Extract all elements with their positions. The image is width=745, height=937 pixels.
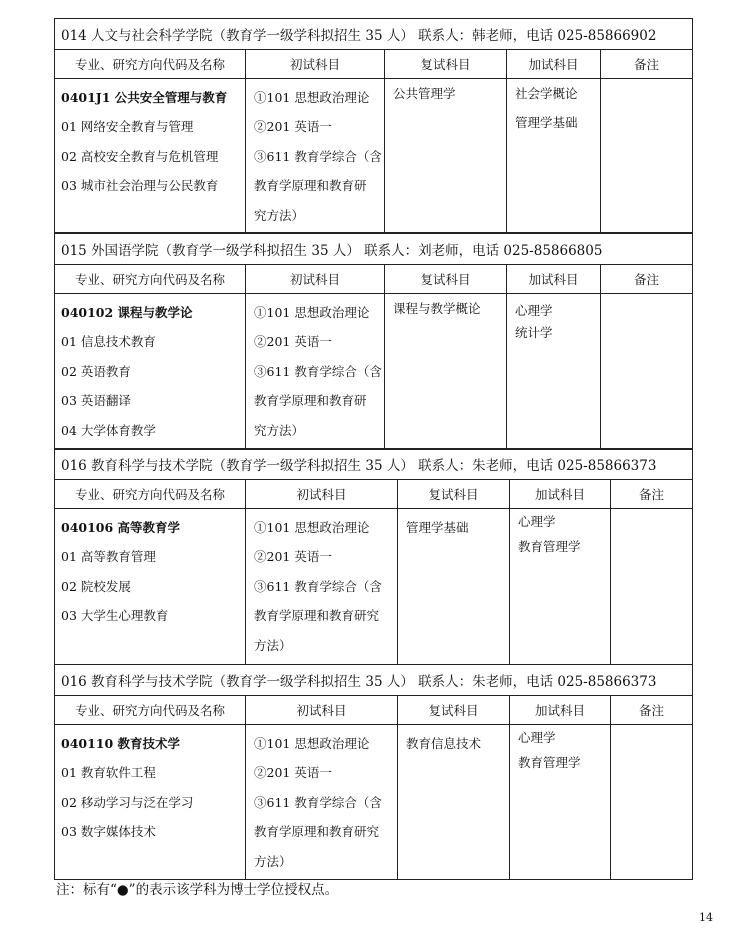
exam-item: ①101 思想政治理论 xyxy=(254,90,370,105)
exam-item: 方法） xyxy=(254,637,292,653)
direction: 01 高等教育管理 xyxy=(61,549,156,565)
extra-item: 社会学概论 xyxy=(515,86,578,101)
major-cell xyxy=(55,79,246,233)
initial-exam-cell xyxy=(246,79,385,233)
header-extra-exam: 加试科目 xyxy=(507,50,601,79)
retest-cell xyxy=(385,79,507,233)
header-major: 专业、研究方向代码及名称 xyxy=(55,480,246,509)
exam-item: ③611 教育学综合（含 xyxy=(254,794,382,810)
header-major: 专业、研究方向代码及名称 xyxy=(55,696,246,725)
extra-item: 心理学 xyxy=(515,303,553,318)
page-number: 14 xyxy=(699,911,713,924)
exam-item: ②201 英语一 xyxy=(254,549,332,565)
header-retest: 复试科目 xyxy=(385,50,507,79)
section-table-015 xyxy=(54,233,693,450)
direction: 03 城市社会治理与公民教育 xyxy=(61,178,219,194)
exam-item: 教育学原理和教育研 xyxy=(254,393,367,409)
extra-item: 心理学 xyxy=(518,730,556,745)
section-title: 016 教育科学与技术学院（教育学一级学科拟招生 35 人） 联系人：朱老师，电话 025-85866373 xyxy=(55,449,693,480)
footnote: 注：标有“●”的表示该学科为博士学位授权点。 xyxy=(56,882,339,898)
exam-item: 教育学原理和教育研 xyxy=(254,178,367,194)
direction: 04 大学体育教学 xyxy=(61,422,156,438)
remark-cell xyxy=(601,79,693,233)
major-name: 0401J1 公共安全管理与教育 xyxy=(61,90,228,105)
exam-item: ①101 思想政治理论 xyxy=(254,305,370,320)
exam-item: ②201 英语一 xyxy=(254,119,332,135)
header-initial-exam: 初试科目 xyxy=(246,50,385,79)
direction: 01 教育软件工程 xyxy=(61,765,156,781)
header-extra-exam: 加试科目 xyxy=(507,265,601,294)
initial-exam-cell xyxy=(246,725,398,880)
major-cell xyxy=(55,294,246,450)
exam-item: 究方法） xyxy=(254,207,305,223)
extra-exam-cell xyxy=(507,79,601,233)
major-cell xyxy=(55,725,246,880)
header-extra-exam: 加试科目 xyxy=(510,480,611,509)
direction: 03 数字媒体技术 xyxy=(61,824,156,840)
remark-cell xyxy=(611,725,693,880)
major-cell xyxy=(55,509,246,665)
retest-item: 公共管理学 xyxy=(393,86,456,101)
header-initial-exam: 初试科目 xyxy=(246,265,385,294)
exam-item: 方法） xyxy=(254,853,292,869)
extra-item: 统计学 xyxy=(515,325,553,340)
section-table-016-b xyxy=(54,664,693,880)
section-title: 014 人文与社会科学学院（教育学一级学科拟招生 35 人） 联系人：韩老师，电话 025-85866902 xyxy=(55,19,693,50)
header-remark: 备注 xyxy=(601,50,693,79)
exam-item: 教育学原理和教育研究 xyxy=(254,824,380,840)
header-initial-exam: 初试科目 xyxy=(246,480,398,509)
direction: 02 英语教育 xyxy=(61,363,131,379)
direction: 03 英语翻译 xyxy=(61,393,131,409)
direction: 01 网络安全教育与管理 xyxy=(61,119,194,135)
retest-cell xyxy=(385,294,507,450)
header-retest: 复试科目 xyxy=(398,480,510,509)
direction: 02 高校安全教育与危机管理 xyxy=(61,148,219,164)
retest-item: 课程与教学概论 xyxy=(393,301,481,316)
exam-item: ③611 教育学综合（含 xyxy=(254,148,382,164)
header-remark: 备注 xyxy=(611,480,693,509)
initial-exam-cell xyxy=(246,294,385,450)
header-remark: 备注 xyxy=(601,265,693,294)
header-initial-exam: 初试科目 xyxy=(246,696,398,725)
section-title: 015 外国语学院（教育学一级学科拟招生 35 人） 联系人：刘老师，电话 025-85866805 xyxy=(55,234,693,265)
header-retest: 复试科目 xyxy=(398,696,510,725)
major-name: 040102 课程与教学论 xyxy=(61,305,193,320)
exam-item: ③611 教育学综合（含 xyxy=(254,363,382,379)
header-extra-exam: 加试科目 xyxy=(510,696,611,725)
extra-item: 心理学 xyxy=(518,514,556,529)
extra-item: 管理学基础 xyxy=(515,115,578,131)
extra-item: 教育管理学 xyxy=(518,755,581,770)
direction: 02 院校发展 xyxy=(61,578,131,594)
header-major: 专业、研究方向代码及名称 xyxy=(55,265,246,294)
extra-item: 教育管理学 xyxy=(518,539,581,554)
direction: 03 大学生心理教育 xyxy=(61,608,169,624)
section-table-014 xyxy=(54,18,693,233)
remark-cell xyxy=(601,294,693,450)
exam-item: 教育学原理和教育研究 xyxy=(254,608,380,624)
section-title: 016 教育科学与技术学院（教育学一级学科拟招生 35 人） 联系人：朱老师，电话 025-85866373 xyxy=(55,665,693,696)
extra-exam-cell xyxy=(510,509,611,665)
major-name: 040110 教育技术学 xyxy=(61,736,181,751)
exam-item: ①101 思想政治理论 xyxy=(254,736,370,751)
header-remark: 备注 xyxy=(611,696,693,725)
section-table-016-a xyxy=(54,448,693,665)
exam-item: ②201 英语一 xyxy=(254,765,332,781)
header-major: 专业、研究方向代码及名称 xyxy=(55,50,246,79)
remark-cell xyxy=(611,509,693,665)
retest-item: 管理学基础 xyxy=(406,520,469,535)
exam-item: ②201 英语一 xyxy=(254,334,332,350)
header-retest: 复试科目 xyxy=(385,265,507,294)
extra-exam-cell xyxy=(510,725,611,880)
retest-item: 教育信息技术 xyxy=(406,736,482,751)
retest-cell xyxy=(398,725,510,880)
major-name: 040106 高等教育学 xyxy=(61,520,181,535)
retest-cell xyxy=(398,509,510,665)
extra-exam-cell xyxy=(507,294,601,450)
direction: 01 信息技术教育 xyxy=(61,334,156,350)
exam-item: ①101 思想政治理论 xyxy=(254,520,370,535)
direction: 02 移动学习与泛在学习 xyxy=(61,794,194,810)
exam-item: ③611 教育学综合（含 xyxy=(254,578,382,594)
exam-item: 究方法） xyxy=(254,422,305,438)
initial-exam-cell xyxy=(246,509,398,665)
